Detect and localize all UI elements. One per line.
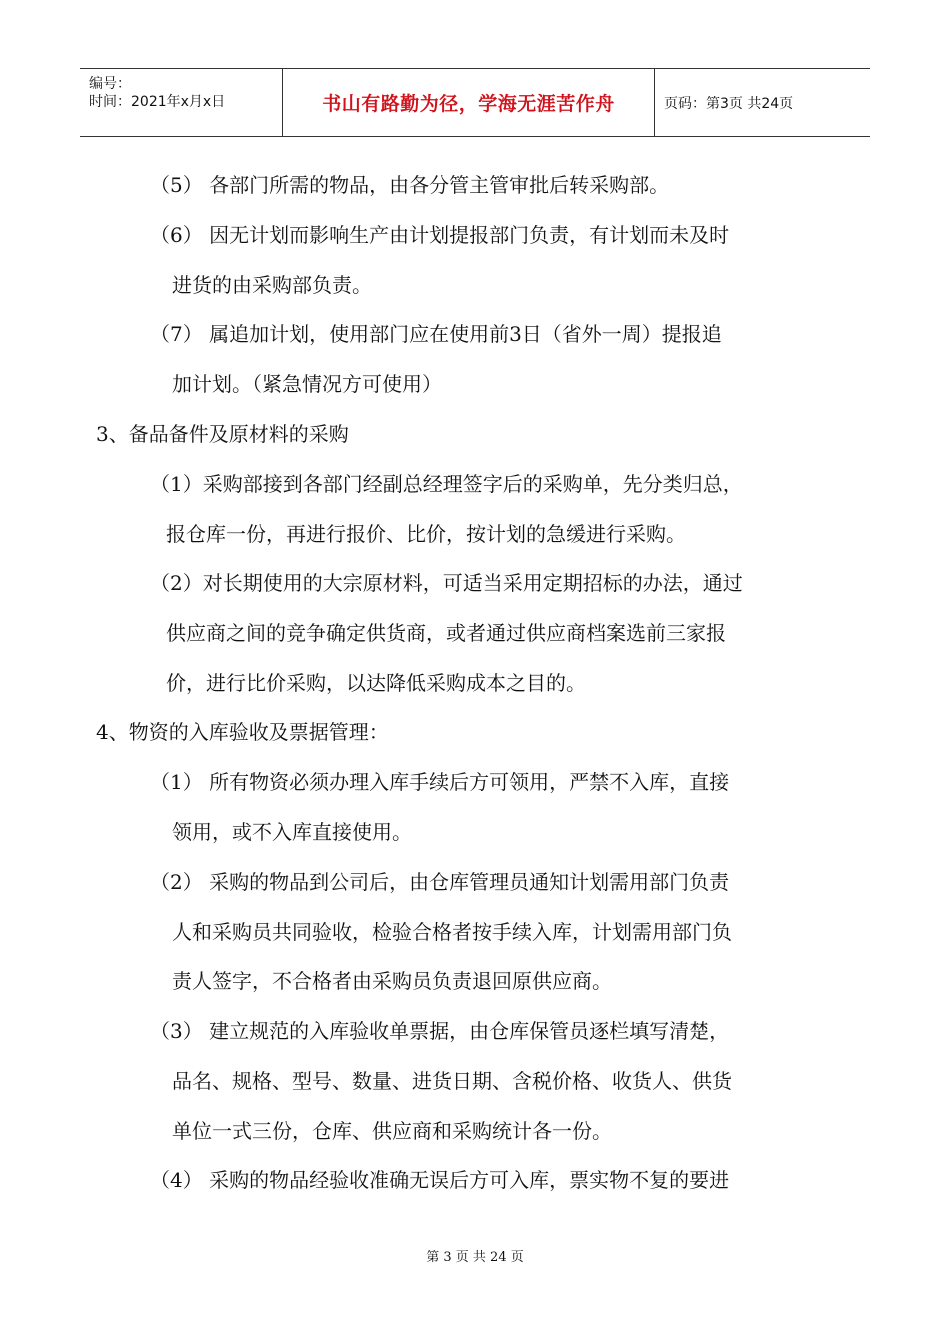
page-footer: 第 3 页 共 24 页 xyxy=(426,1250,524,1265)
text-line: 人和采购员共同验收，检验合格者按手续入库，计划需用部门负 xyxy=(172,920,732,944)
text-line: 领用，或不入库直接使用。 xyxy=(172,820,412,844)
text-line: （6） 因无计划而影响生产由计划提报部门负责，有计划而未及时 xyxy=(150,223,730,247)
motto-text: 书山有路勤为径，学海无涯苦作舟 xyxy=(322,93,615,115)
text-line: 供应商之间的竞争确定供货商，或者通过供应商档案选前三家报 xyxy=(166,621,726,645)
header-page-cell xyxy=(655,69,870,136)
text-line: （4） 采购的物品经验收准确无误后方可入库，票实物不复的要进 xyxy=(150,1168,730,1192)
text-line: 加计划。（紧急情况方可使用） xyxy=(172,372,442,396)
serial-number-label: 编号： xyxy=(89,76,131,92)
text-line: 进货的由采购部负责。 xyxy=(172,273,372,297)
text-line: （2）对长期使用的大宗原材料，可适当采用定期招标的办法，通过 xyxy=(150,571,743,595)
header-motto-cell xyxy=(283,69,655,136)
text-line: 单位一式三份，仓库、供应商和采购统计各一份。 xyxy=(172,1119,612,1143)
text-line: （5） 各部门所需的物品，由各分管主管审批后转采购部。 xyxy=(150,173,670,197)
text-line: （2） 采购的物品到公司后，由仓库管理员通知计划需用部门负责 xyxy=(150,870,730,894)
header-meta-cell xyxy=(80,69,283,136)
text-line: 价，进行比价采购，以达降低采购成本之目的。 xyxy=(166,671,586,695)
text-line: （1） 所有物资必须办理入库手续后方可领用，严禁不入库，直接 xyxy=(150,770,730,794)
text-line: （7） 属追加计划，使用部门应在使用前3日（省外一周）提报追 xyxy=(150,322,722,346)
document-header xyxy=(80,68,870,137)
text-line: 报仓库一份，再进行报价、比价，按计划的急缓进行采购。 xyxy=(166,522,686,546)
section-heading: 3、备品备件及原材料的采购 xyxy=(96,422,349,446)
text-line: （3） 建立规范的入库验收单票据，由仓库保管员逐栏填写清楚， xyxy=(150,1019,730,1043)
section-heading: 4、物资的入库验收及票据管理： xyxy=(96,720,389,744)
text-line: 品名、规格、型号、数量、进货日期、含税价格、收货人、供货 xyxy=(172,1069,732,1093)
text-line: 责人签字，不合格者由采购员负责退回原供应商。 xyxy=(172,969,612,993)
date-label: 时间：2021年x月x日 xyxy=(89,94,226,110)
text-line: （1）采购部接到各部门经副总经理签字后的采购单，先分类归总， xyxy=(150,472,743,496)
page-info: 页码：第3页 共24页 xyxy=(664,95,794,112)
